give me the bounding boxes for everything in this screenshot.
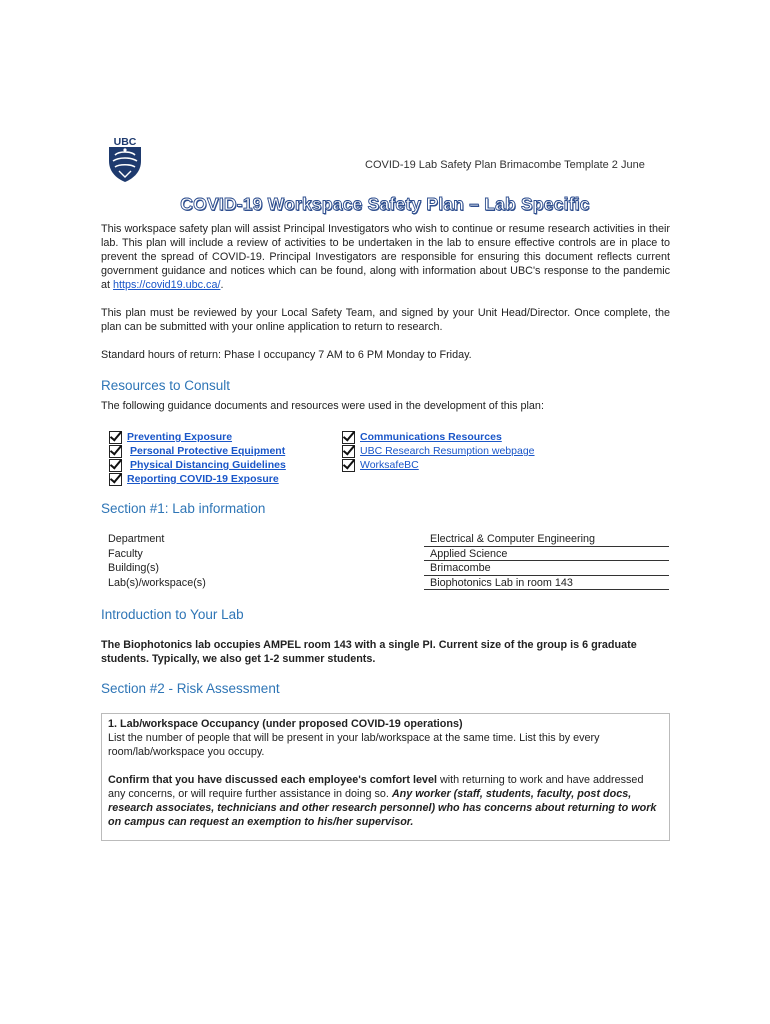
checkbox-checked-icon[interactable]: [109, 445, 122, 458]
info-label: Lab(s)/workspace(s): [108, 576, 206, 589]
resource-item: [109, 444, 286, 458]
section1-heading: Section #1: Lab information: [101, 501, 266, 516]
hours-paragraph: Standard hours of return: Phase I occupancy 7 AM to 6 PM Monday to Friday.: [101, 349, 472, 361]
info-label: Faculty: [108, 547, 143, 560]
ubc-crest-logo: [107, 133, 143, 183]
covid19-link[interactable]: https://covid19.ubc.ca/: [113, 279, 221, 291]
resource-item: [109, 458, 286, 472]
intro-paragraph-text: This workspace safety plan will assist Principal Investigators who wish to continue or resume research activities in their lab. This plan will include a review of activities to be undertaken in the lab to ensure effective controls are in place to prevent the spread of COVID-19. Principal Investigators are responsible for ensuring this document reflects current government guidance and notices which can be found, along with information about UBC's response to the pandemic at: [101, 223, 670, 291]
resource-item: [109, 472, 286, 486]
introduction-heading: Introduction to Your Lab: [101, 607, 244, 622]
review-paragraph: This plan must be reviewed by your Local Safety Team, and signed by your Unit Head/Director. Once complete, the plan can be submitted with your online application to return to research.: [101, 307, 670, 333]
faculty-field[interactable]: Applied Science: [424, 547, 669, 562]
lab-info-values: [424, 532, 669, 590]
checkbox-checked-icon[interactable]: [109, 431, 122, 444]
resources-right-list: [342, 430, 535, 472]
resource-link[interactable]: Personal Protective Equipment: [130, 445, 286, 457]
resources-heading: Resources to Consult: [101, 378, 231, 393]
resource-link[interactable]: Physical Distancing Guidelines: [130, 459, 286, 471]
checkbox-checked-icon[interactable]: [342, 445, 355, 458]
intro-paragraph: [101, 222, 670, 292]
section2-heading: Section #2 - Risk Assessment: [101, 681, 280, 696]
department-field[interactable]: Electrical & Computer Engineering: [424, 532, 669, 547]
resource-item: [109, 430, 286, 444]
logo-text: UBC: [113, 136, 137, 148]
resource-item: [342, 444, 535, 458]
checkbox-checked-icon[interactable]: [342, 459, 355, 472]
resource-link[interactable]: UBC Research Resumption webpage: [360, 445, 535, 457]
info-label: Department: [108, 533, 165, 545]
occupancy-item-text: List the number of people that will be present in your lab/workspace at the same time. List this by every room/lab/workspace you occupy.: [108, 732, 600, 758]
risk-assessment-box: [101, 713, 670, 841]
resource-link[interactable]: WorksafeBC: [360, 459, 419, 471]
confirm-bold-text: Confirm that you have discussed each employee's comfort level: [108, 774, 437, 786]
resources-left-list: [109, 430, 286, 486]
checkbox-checked-icon[interactable]: [109, 459, 122, 472]
introduction-text[interactable]: The Biophotonics lab occupies AMPEL room 143 with a single PI. Current size of the group is 6 graduate students. Typically, we also get 1-2 summer students.: [101, 639, 637, 665]
resource-item: [342, 458, 535, 472]
page-title: COVID-19 Workspace Safety Plan – Lab Specific: [180, 194, 590, 214]
confirm-text: with returning to work and have addressed any concerns, or will require further assistance in doing so.: [108, 774, 644, 800]
lab-info-labels: [108, 532, 206, 590]
confirm-italic-text: Any worker (staff, students, faculty, post docs, research associates, technicians and other research personnel) who has concerns about returning to work on campus can request an exemption to his/her supervisor.: [108, 788, 657, 828]
info-label: Building(s): [108, 562, 160, 575]
workspace-field[interactable]: Biophotonics Lab in room 143: [424, 576, 669, 591]
occupancy-item-title: 1. Lab/workspace Occupancy (under proposed COVID-19 operations): [108, 718, 463, 730]
building-field[interactable]: Brimacombe: [424, 561, 669, 576]
checkbox-checked-icon[interactable]: [342, 431, 355, 444]
intro-paragraph-end: .: [220, 279, 224, 291]
resource-link[interactable]: Preventing Exposure: [127, 431, 233, 443]
resources-description: The following guidance documents and resources were used in the development of this plan:: [101, 400, 544, 412]
header-note: COVID-19 Lab Safety Plan Brimacombe Template 2 June: [365, 159, 645, 171]
checkbox-checked-icon[interactable]: [109, 473, 122, 486]
resource-link[interactable]: Communications Resources: [360, 431, 502, 443]
resource-link[interactable]: Reporting COVID-19 Exposure: [127, 473, 279, 485]
resource-item: [342, 430, 535, 444]
confirm-paragraph: [108, 773, 663, 829]
